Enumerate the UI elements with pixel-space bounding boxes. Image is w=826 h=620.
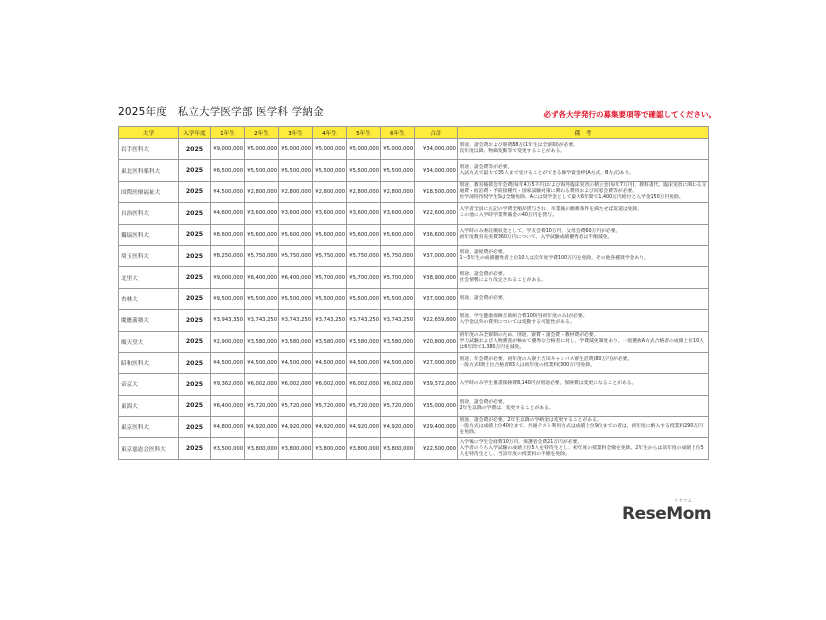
year-fee: ¥3,800,000 (381, 438, 415, 459)
university-name: 帝京大 (119, 374, 179, 395)
university-name: 獨協医科大 (119, 224, 179, 245)
year-fee: ¥5,500,000 (347, 160, 381, 181)
year-fee: ¥5,500,000 (245, 288, 279, 309)
column-header: 1年生 (211, 127, 245, 139)
column-header: 合計 (415, 127, 458, 139)
remarks: 別途、諸会費等が必要。 入試方式で最大で35人まで受けることができる修学資金枠(A方式、B方式)あり。 (458, 160, 709, 181)
year-fee: ¥3,600,000 (381, 203, 415, 224)
year-fee: ¥3,580,000 (245, 331, 279, 352)
tuition-table (118, 126, 709, 460)
year-fee: ¥5,500,000 (279, 160, 313, 181)
year-fee: ¥5,720,000 (279, 395, 313, 416)
year-fee: ¥5,500,000 (313, 288, 347, 309)
year-fee: ¥2,900,000 (211, 331, 245, 352)
column-header: 2年生 (245, 127, 279, 139)
year-fee: ¥5,750,000 (313, 245, 347, 266)
total-fee: ¥22,500,000 (415, 438, 458, 459)
table-row (119, 160, 709, 181)
year-fee: ¥3,600,000 (347, 203, 381, 224)
year-fee: ¥2,800,000 (279, 181, 313, 202)
university-name: 自治医科大 (119, 203, 179, 224)
admission-year: 2025 (179, 245, 211, 266)
year-fee: ¥3,743,250 (245, 310, 279, 331)
admission-year: 2025 (179, 139, 211, 160)
year-fee: ¥5,700,000 (347, 267, 381, 288)
table-header (119, 127, 709, 139)
admission-year: 2025 (179, 288, 211, 309)
total-fee: ¥18,500,000 (415, 181, 458, 202)
remarks: 別途、諸経費が必要。 1～5年生の成績優秀者上位10人は次年度学費100万円を免除。その他各種奨学金あり。 (458, 245, 709, 266)
total-fee: ¥34,000,000 (415, 160, 458, 181)
year-fee: ¥9,000,000 (211, 267, 245, 288)
admission-year: 2025 (179, 310, 211, 331)
year-fee: ¥6,500,000 (211, 160, 245, 181)
year-fee: ¥5,600,000 (279, 224, 313, 245)
remarks: 入学者全員に左記の学費全額が貸与され、卒業後の勤務条件を満たせば返還は免除。 この他に入学時学業準備金の40万円を貸与。 (458, 203, 709, 224)
university-name: 東海大 (119, 395, 179, 416)
total-fee: ¥38,900,000 (415, 267, 458, 288)
year-fee: ¥6,400,000 (211, 395, 245, 416)
admission-year: 2025 (179, 395, 211, 416)
university-name: 埼玉医科大 (119, 245, 179, 266)
table-row (119, 288, 709, 309)
year-fee: ¥5,000,000 (347, 139, 381, 160)
university-name: 東北医科薬科大 (119, 160, 179, 181)
year-fee: ¥5,500,000 (347, 288, 381, 309)
year-fee: ¥5,600,000 (347, 224, 381, 245)
year-fee: ¥5,500,000 (313, 160, 347, 181)
remarks: 別途、諸会費および寮費88万(1年生は全寮制)が必要。 次年度以降、物価変動等で変更することがある。 (458, 139, 709, 160)
year-fee: ¥6,002,000 (381, 374, 415, 395)
year-fee: ¥3,500,000 (211, 438, 245, 459)
table-row (119, 395, 709, 416)
total-fee: ¥39,372,000 (415, 374, 458, 395)
year-fee: ¥5,500,000 (381, 160, 415, 181)
year-fee: ¥3,580,000 (279, 331, 313, 352)
year-fee: ¥5,000,000 (279, 139, 313, 160)
year-fee: ¥4,600,000 (211, 203, 245, 224)
year-fee: ¥3,600,000 (245, 203, 279, 224)
year-fee: ¥5,750,000 (245, 245, 279, 266)
admission-year: 2025 (179, 331, 211, 352)
column-header: 入学年度 (179, 127, 211, 139)
total-fee: ¥37,000,000 (415, 245, 458, 266)
year-fee: ¥3,743,250 (279, 310, 313, 331)
column-header: 大学 (119, 127, 179, 139)
admission-year: 2025 (179, 352, 211, 373)
year-fee: ¥4,500,000 (211, 181, 245, 202)
admission-year: 2025 (179, 438, 211, 459)
year-fee: ¥4,920,000 (313, 417, 347, 438)
remarks: 別途、年会費が必要。初年度の入寮士吉田キャンパス寮生活費(80万円)が必要。 一般方式Ⅰ期上位合格者83人は初年度の授業料(300万円)免除。 (458, 352, 709, 373)
year-fee: ¥3,743,250 (313, 310, 347, 331)
total-fee: ¥36,600,000 (415, 224, 458, 245)
logo-kana: リセマム (674, 499, 692, 504)
university-name: 慶應義塾大 (119, 310, 179, 331)
year-fee: ¥5,700,000 (381, 267, 415, 288)
column-header: 4年生 (313, 127, 347, 139)
admission-year: 2025 (179, 181, 211, 202)
year-fee: ¥4,920,000 (279, 417, 313, 438)
year-fee: ¥5,720,000 (245, 395, 279, 416)
total-fee: ¥29,400,000 (415, 417, 458, 438)
remarks: 別途、学生健康保険互助組合費100円(初年度のみ)が必要。 入学金以外の費用については変動する可能性がある。 (458, 310, 709, 331)
column-header: 6年生 (381, 127, 415, 139)
year-fee: ¥3,600,000 (279, 203, 313, 224)
page-title: 2025年度 私立大学医学部 医学科 学納金 (118, 106, 324, 118)
year-fee: ¥5,720,000 (347, 395, 381, 416)
admission-year: 2025 (179, 224, 211, 245)
year-fee: ¥8,250,000 (211, 245, 245, 266)
year-fee: ¥6,002,000 (347, 374, 381, 395)
year-fee: ¥3,743,250 (381, 310, 415, 331)
year-fee: ¥2,800,000 (313, 181, 347, 202)
year-fee: ¥4,920,000 (245, 417, 279, 438)
total-fee: ¥22,659,600 (415, 310, 458, 331)
university-name: 東京医科大 (119, 417, 179, 438)
logo-text-mom: Mom (666, 504, 712, 524)
remarks: 別途、諸会費が必要。 2年生以降の学費は、変更することがある。 (458, 395, 709, 416)
year-fee: ¥5,750,000 (347, 245, 381, 266)
year-fee: ¥3,580,000 (313, 331, 347, 352)
table-row (119, 352, 709, 373)
year-fee: ¥3,743,250 (347, 310, 381, 331)
year-fee: ¥4,920,000 (381, 417, 415, 438)
table-row (119, 245, 709, 266)
year-fee: ¥5,700,000 (313, 267, 347, 288)
university-name: 順天堂大 (119, 331, 179, 352)
table-row (119, 374, 709, 395)
table-row (119, 267, 709, 288)
logo-text-rese: Rese (622, 504, 667, 524)
year-fee: ¥5,600,000 (313, 224, 347, 245)
table-body (119, 139, 709, 460)
year-fee: ¥5,720,000 (313, 395, 347, 416)
year-fee: ¥3,800,000 (245, 438, 279, 459)
table-row (119, 203, 709, 224)
university-name: 国際医療福祉大 (119, 181, 179, 202)
year-fee: ¥4,500,000 (313, 352, 347, 373)
year-fee: ¥4,920,000 (347, 417, 381, 438)
year-fee: ¥3,580,000 (347, 331, 381, 352)
year-fee: ¥9,362,000 (211, 374, 245, 395)
year-fee: ¥5,720,000 (381, 395, 415, 416)
column-header: 備 考 (458, 127, 709, 139)
year-fee: ¥4,500,000 (279, 352, 313, 373)
university-name: 北里大 (119, 267, 179, 288)
admission-year: 2025 (179, 374, 211, 395)
year-fee: ¥3,800,000 (313, 438, 347, 459)
year-fee: ¥5,500,000 (381, 288, 415, 309)
year-fee: ¥5,500,000 (279, 288, 313, 309)
remarks: 入学時のみ学生番書保険費8,140円が別途必要。保険費は変更になることがある。 (458, 374, 709, 395)
year-fee: ¥2,800,000 (245, 181, 279, 202)
year-fee: ¥5,000,000 (313, 139, 347, 160)
column-header: 5年生 (347, 127, 381, 139)
year-fee: ¥5,750,000 (381, 245, 415, 266)
year-fee: ¥5,500,000 (245, 160, 279, 181)
year-fee: ¥9,500,000 (211, 288, 245, 309)
confirm-notice: 必ず各大学発行の募集要項等で確認してください。 (543, 110, 716, 119)
university-name: 杏林大 (119, 288, 179, 309)
year-fee: ¥5,750,000 (279, 245, 313, 266)
column-header: 3年生 (279, 127, 313, 139)
remarks: 初年度のみ全寮制のため、別途、寮費・諸会費・教材費が必要。 学力試験および人物審査が極めて優秀な合格者に対し、学費減免制度あり。一般選抜A方式合格者の成績上位10人は6年間で1,380万円を減免。 (458, 331, 709, 352)
table-row (119, 331, 709, 352)
year-fee: ¥8,600,000 (211, 224, 245, 245)
university-name: 昭和医科大 (119, 352, 179, 373)
year-fee: ¥2,800,000 (347, 181, 381, 202)
table-row (119, 417, 709, 438)
year-fee: ¥5,000,000 (381, 139, 415, 160)
remarks: 別途、諸会費が必要。 社会情勢により改定されることがある。 (458, 267, 709, 288)
table-row (119, 181, 709, 202)
table-row (119, 438, 709, 459)
remarks: 別途、教育後援会年会費(毎年4万5千円)および海外臨床実習の積立金(毎年7万円)、教科書代、臨床実習に関わる交通費・宿泊費・予防接種代・国家試験対策に関わる費用および同窓会費等が必要。 医学部特待奨学生Sは全額免除、Aには奨学金として最大6年間で1,400万円給付と入学金150万円免除。 (458, 181, 709, 202)
admission-year: 2025 (179, 417, 211, 438)
year-fee: ¥2,800,000 (381, 181, 415, 202)
admission-year: 2025 (179, 160, 211, 181)
remarks: 別途、諸会費が必要。 (458, 288, 709, 309)
total-fee: ¥27,000,000 (415, 352, 458, 373)
year-fee: ¥3,580,000 (381, 331, 415, 352)
year-fee: ¥4,800,000 (211, 417, 245, 438)
year-fee: ¥6,002,000 (313, 374, 347, 395)
year-fee: ¥5,600,000 (245, 224, 279, 245)
total-fee: ¥20,800,000 (415, 331, 458, 352)
admission-year: 2025 (179, 203, 211, 224)
year-fee: ¥4,500,000 (381, 352, 415, 373)
remarks: 入学時のみ委託徴収金として、学友会費10万円、父母会費60万円が必要。 初年度教育充実費360万円について、入学試験成績優秀者は半額減免。 (458, 224, 709, 245)
year-fee: ¥4,500,000 (245, 352, 279, 373)
year-fee: ¥3,600,000 (313, 203, 347, 224)
year-fee: ¥6,002,000 (279, 374, 313, 395)
table-row (119, 224, 709, 245)
total-fee: ¥34,000,000 (415, 139, 458, 160)
total-fee: ¥35,000,000 (415, 395, 458, 416)
table-row (119, 310, 709, 331)
year-fee: ¥4,500,000 (211, 352, 245, 373)
year-fee: ¥3,800,000 (347, 438, 381, 459)
year-fee: ¥4,500,000 (347, 352, 381, 373)
university-name: 東京慈恵会医科大 (119, 438, 179, 459)
year-fee: ¥3,943,350 (211, 310, 245, 331)
admission-year: 2025 (179, 267, 211, 288)
resemom-logo (622, 504, 711, 524)
university-name: 岩手医科大 (119, 139, 179, 160)
year-fee: ¥6,400,000 (245, 267, 279, 288)
remarks: 入学後に学生会経費10万円、保護者会費21万円が必要。 入学者のうち入学試験の成績上位5人を特待生とし、初年度の授業料全額を免除。2年生からは前年度の成績上位5人を特待生とし、当該年度の授業料の半額を免除。 (458, 438, 709, 459)
year-fee: ¥9,000,000 (211, 139, 245, 160)
remarks: 別途、諸会費が必要。2年生以降の学納金は変更することがある。 一般方式は成績上位40位まで、共通テスト利用方式は成績上位9位までの者は、初年度に納入する授業料290万円を免除。 (458, 417, 709, 438)
year-fee: ¥6,400,000 (279, 267, 313, 288)
total-fee: ¥37,000,000 (415, 288, 458, 309)
year-fee: ¥3,800,000 (279, 438, 313, 459)
total-fee: ¥22,600,000 (415, 203, 458, 224)
table-row (119, 139, 709, 160)
year-fee: ¥6,002,000 (245, 374, 279, 395)
year-fee: ¥5,600,000 (381, 224, 415, 245)
year-fee: ¥5,000,000 (245, 139, 279, 160)
